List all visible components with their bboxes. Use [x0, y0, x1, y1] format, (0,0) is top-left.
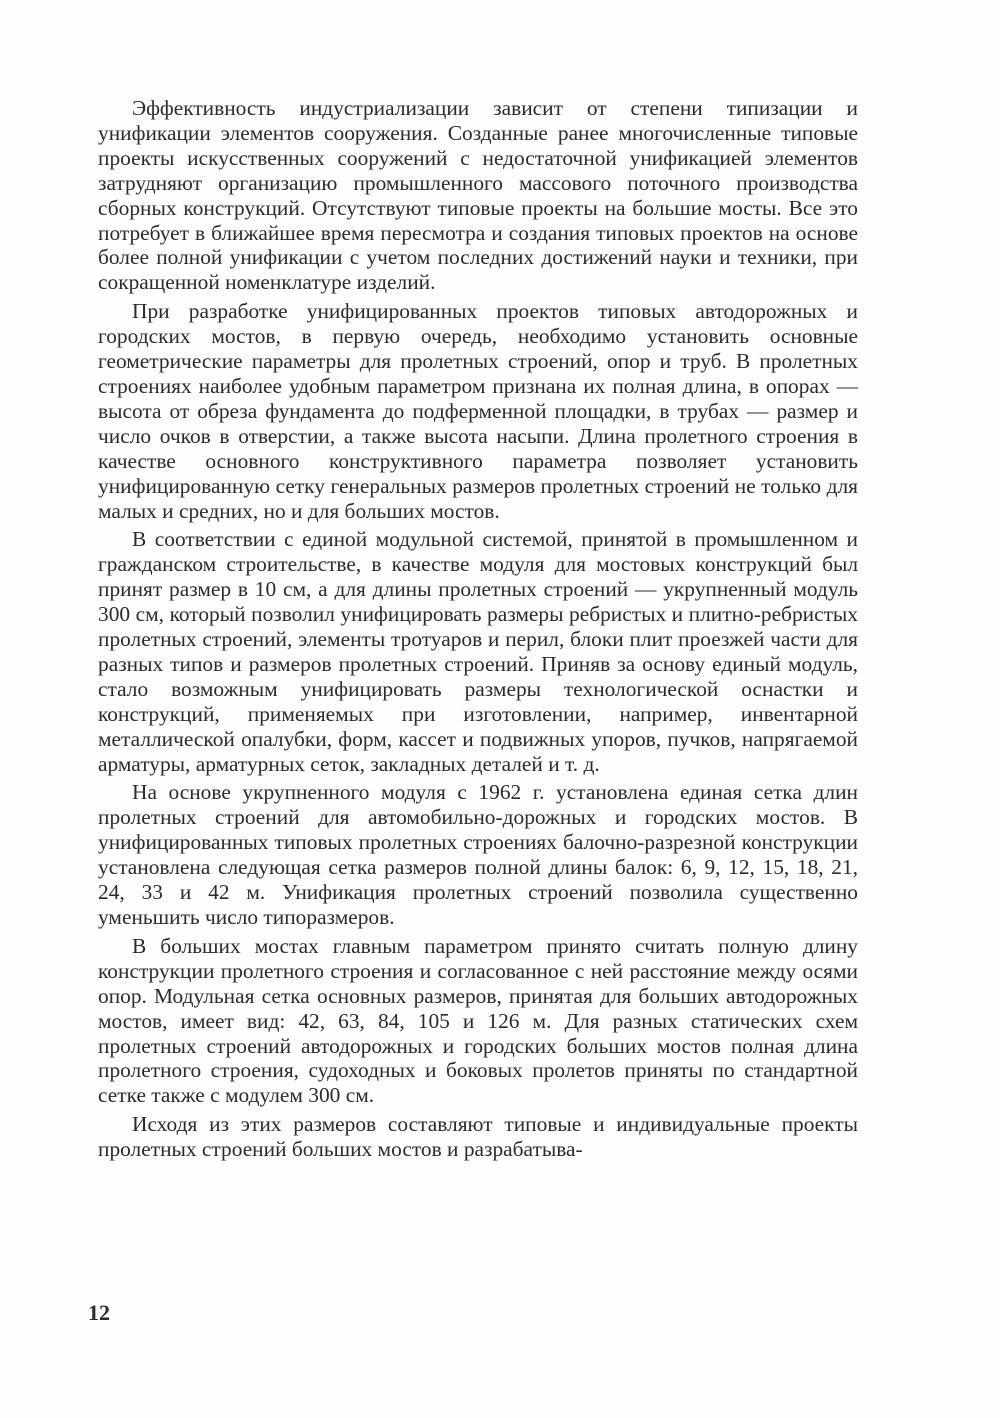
paragraph-4: На основе укрупненного модуля с 1962 г. установлена единая сетка длин пролетных строений для автомобильно-дорожных и городских мостов. В унифицированных типовых пролетных строениях балочно-разрезной конструкции установлена следующая сетка размеров полной длины балок: 6, 9, 12, 15, 18, 21, 24, 33 и 42 м. Унификация пролетных строений позволила существенно уменьшить число типоразмеров. — [98, 780, 858, 929]
paragraph-5: В больших мостах главным параметром принято считать полную длину конструкции пролетного строения и согласованное с ней расстояние между осями опор. Модульная сетка основных размеров, принятая для больших автодорожных мостов, имеет вид: 42, 63, 84, 105 и 126 м. Для разных статических схем пролетных строений автодорожных и городских больших мостов полная длина пролетного строения, судоходных и боковых пролетов приняты по стандартной сетке также с модулем 300 см. — [98, 933, 858, 1108]
page-number: 12 — [88, 1300, 110, 1325]
paragraph-1: Эффективность индустриализации зависит от степени типизации и унификации элементов сооружения. Созданные ранее многочисленные типовые проекты искусственных сооружений с недостаточной унификацией элементов затрудняют организацию промышленного массового поточного производства сборных конструкций. Отсутствуют типовые проекты на большие мосты. Все это потребует в ближайшее время пересмотра и создания типовых проектов на основе более полной унификации с учетом последних достижений науки и техники, при сокращенной номенклатуре изделий. — [98, 96, 858, 295]
paragraph-2: При разработке унифицированных проектов типовых автодорожных и городских мостов, в первую очередь, необходимо установить основные геометрические параметры для пролетных строений, опор и труб. В пролетных строениях наиболее удобным параметром признана их полная длина, в опорах — высота от обреза фундамента до подферменной площадки, в трубах — размер и число очков в отверстии, а также высота насыпи. Длина пролетного строения в качестве основного конструктивного параметра позволяет установить унифицированную сетку генеральных размеров пролетных строений не только для малых и средних, но и для больших мостов. — [98, 299, 858, 523]
body-text — [98, 96, 858, 1166]
paragraph-6: Исходя из этих размеров составляют типовые и индивидуальные проекты пролетных строений больших мостов и разрабатыва- — [98, 1112, 858, 1162]
paragraph-3: В соответствии с единой модульной системой, принятой в промышленном и гражданском строительстве, в качестве модуля для мостовых конструкций был принят размер в 10 см, а для длины пролетных строений — укрупненный модуль 300 см, который позволил унифицировать размеры ребристых и плитно-ребристых пролетных строений, элементы тротуаров и перил, блоки плит проезжей части для разных типов и размеров пролетных строений. Приняв за основу единый модуль, стало возможным унифицировать размеры технологической оснастки и конструкций, применяемых при изготовлении, например, инвентарной металлической опалубки, форм, кассет и подвижных упоров, пучков, напрягаемой арматуры, арматурных сеток, закладных деталей и т. д. — [98, 527, 858, 776]
